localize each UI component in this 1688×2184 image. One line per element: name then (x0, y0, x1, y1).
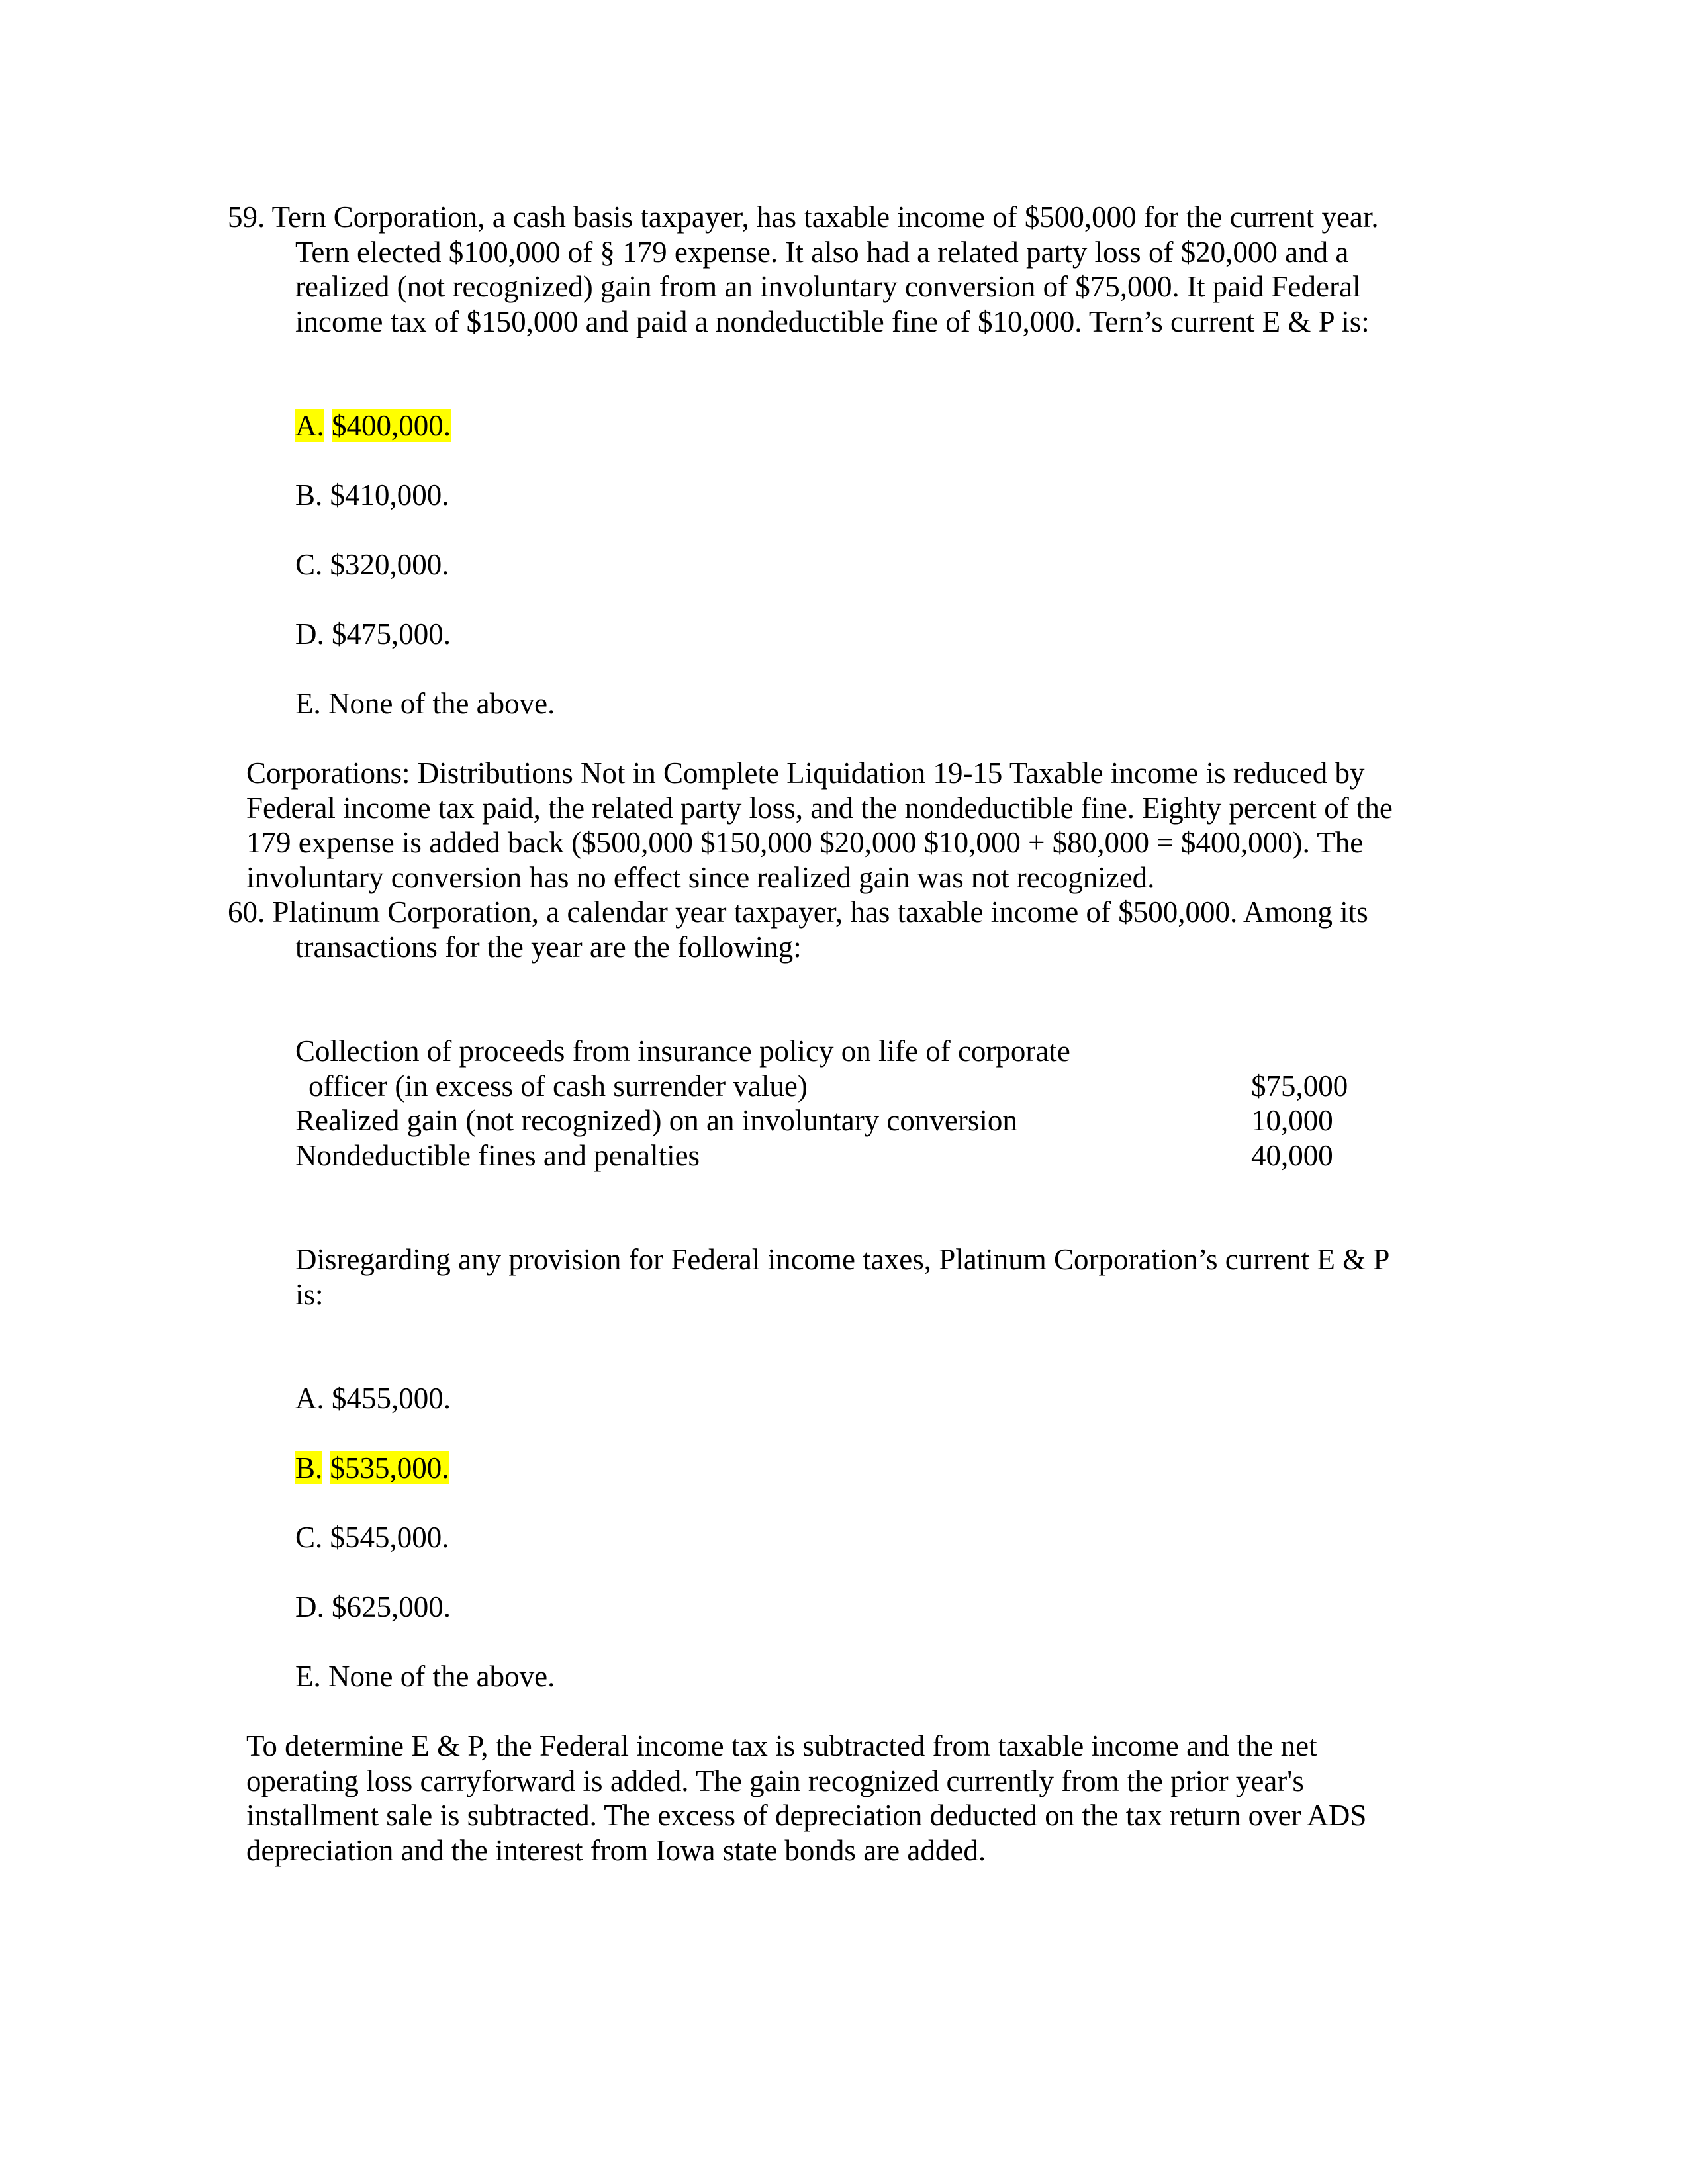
q59-line-3: realized (not recognized) gain from an involuntary conversion of $75,000. It paid Federal (295, 270, 1361, 303)
q60-option-d-text: $625,000. (332, 1590, 451, 1623)
q60-option-a (295, 1381, 451, 1416)
q60-explanation-line-1: To determine E & P, the Federal income tax is subtracted from taxable income and the net (246, 1729, 1317, 1762)
q60-option-d (295, 1590, 451, 1625)
q60-explanation-line-2: operating loss carryforward is added. The gain recognized currently from the prior year's (246, 1764, 1304, 1797)
q59-explanation-line-1: Corporations: Distributions Not in Complete Liquidation 19-15 Taxable income is reduced by (246, 756, 1365, 790)
q59-option-e-letter: E. (295, 687, 321, 720)
q60-option-b-letter: B. (295, 1451, 323, 1484)
q60-option-d-letter: D. (295, 1590, 324, 1623)
q60-option-c-letter: C. (295, 1521, 323, 1554)
q60-question-line-2: is: (295, 1278, 324, 1311)
q59-option-c (295, 547, 449, 582)
q60-option-e (295, 1659, 555, 1694)
q59-explanation-line-4: involuntary conversion has no effect since realized gain was not recognized. (246, 861, 1155, 894)
q60-line-2: transactions for the year are the following: (295, 931, 802, 964)
q60-option-a-letter: A. (295, 1382, 324, 1415)
q60-table-row-3-label: Realized gain (not recognized) on an involuntary conversion (295, 1104, 1017, 1137)
q59-line-4: income tax of $150,000 and paid a nondeductible fine of $10,000. Tern’s current E & P is: (295, 305, 1370, 338)
q59-option-a-text: $400,000. (332, 409, 451, 442)
q59-option-e-text: None of the above. (328, 687, 555, 720)
q59-option-b-text: $410,000. (330, 478, 449, 512)
q59-line-2: Tern elected $100,000 of § 179 expense. It also had a related party loss of $20,000 and a (295, 236, 1349, 269)
q59-option-b-letter: B. (295, 478, 323, 512)
q59-line-1: 59. Tern Corporation, a cash basis taxpayer, has taxable income of $500,000 for the current year. (228, 201, 1379, 234)
q59-option-d (295, 617, 451, 652)
q59-option-d-letter: D. (295, 617, 324, 651)
q59-explanation-line-3: 179 expense is added back ($500,000 $150,000 $20,000 $10,000 + $80,000 = $400,000). The (246, 826, 1364, 859)
q60-option-e-text: None of the above. (328, 1660, 555, 1693)
q59-option-b (295, 478, 449, 513)
q60-table-row-4-value: 40,000 (1251, 1139, 1333, 1172)
q60-option-c-text: $545,000. (330, 1521, 449, 1554)
q60-option-b (295, 1451, 449, 1486)
q60-table-row-2-label: officer (in excess of cash surrender value) (308, 1069, 808, 1103)
q60-option-c (295, 1520, 449, 1555)
q60-question-line-1: Disregarding any provision for Federal income taxes, Platinum Corporation’s current E & P (295, 1243, 1390, 1276)
q59-option-d-text: $475,000. (332, 617, 451, 651)
q60-explanation-line-3: installment sale is subtracted. The excess of depreciation deducted on the tax return over ADS (246, 1799, 1367, 1832)
q60-option-a-text: $455,000. (332, 1382, 451, 1415)
q60-table-row-1-label: Collection of proceeds from insurance policy on life of corporate (295, 1034, 1070, 1068)
q60-option-b-text: $535,000. (330, 1451, 449, 1484)
q59-explanation-line-2: Federal income tax paid, the related party loss, and the nondeductible fine. Eighty percent of the (246, 792, 1393, 825)
q60-table-row-3-value: 10,000 (1251, 1104, 1333, 1137)
q60-option-e-letter: E. (295, 1660, 321, 1693)
q59-option-a-letter: A. (295, 409, 324, 442)
q59-option-c-text: $320,000. (330, 548, 449, 581)
q60-explanation-line-4: depreciation and the interest from Iowa state bonds are added. (246, 1834, 986, 1867)
q60-table-row-2-value: $75,000 (1251, 1069, 1348, 1103)
q59-option-a (295, 408, 451, 443)
q60-line-1: 60. Platinum Corporation, a calendar year taxpayer, has taxable income of $500,000. Among its (228, 895, 1368, 929)
q59-option-e (295, 686, 555, 721)
q60-table-row-4-label: Nondeductible fines and penalties (295, 1139, 700, 1172)
q59-option-c-letter: C. (295, 548, 323, 581)
